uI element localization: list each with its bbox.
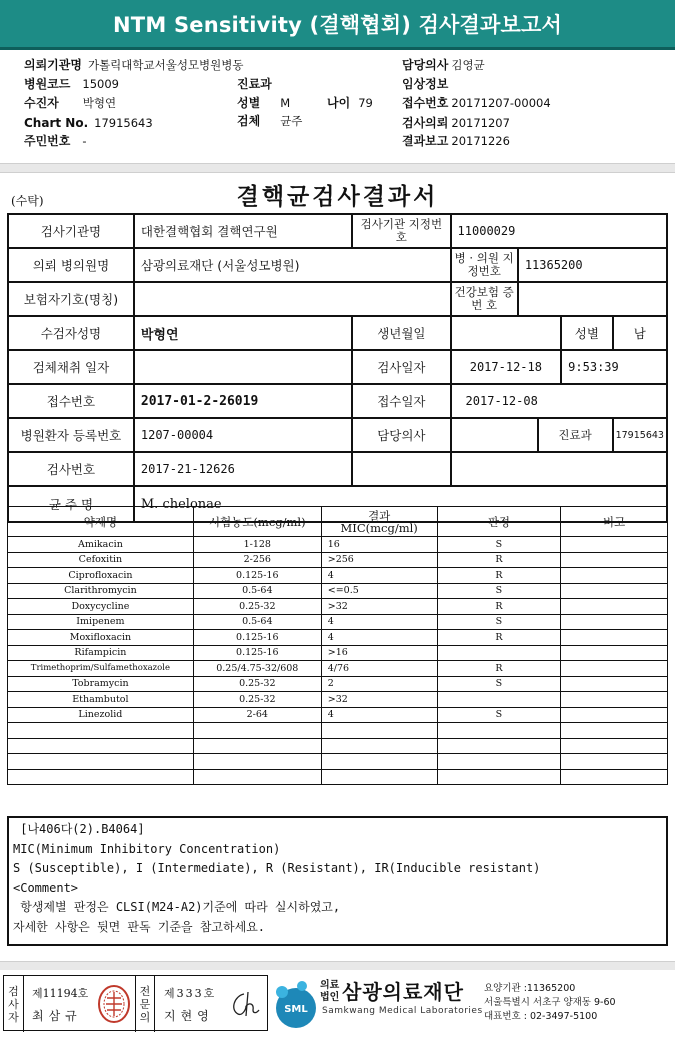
test-date-value: 2017-12-18 xyxy=(451,350,562,384)
drug-cell-drug xyxy=(8,723,194,739)
drug-row xyxy=(8,769,668,785)
document-title: 결핵균검사결과서 xyxy=(236,183,439,210)
header-specimen: 검체 균주 xyxy=(237,114,303,128)
drug-row xyxy=(8,661,668,677)
drug-row xyxy=(8,614,668,630)
specialist-label: 전 문 의 xyxy=(135,976,155,1032)
attending-doctor-value xyxy=(451,418,538,452)
insurance-value xyxy=(134,282,451,316)
drug-cell-conc: 0.5-64 xyxy=(193,614,321,630)
drug-cell-note xyxy=(561,645,668,661)
org-address: 서울특별시 서초구 양재동 9-60 xyxy=(484,997,616,1008)
tester-license-no: 제11194호 xyxy=(32,987,89,1000)
drug-cell-judge xyxy=(437,723,561,739)
department-label: 진료과 xyxy=(538,418,613,452)
specimen-info-table xyxy=(7,213,668,523)
comment-box xyxy=(7,816,668,946)
drug-cell-note xyxy=(561,738,668,754)
drug-cell-drug: Clarithromycin xyxy=(8,583,194,599)
header-request-date: 검사의뢰 20171207 xyxy=(402,116,510,130)
drug-cell-conc: 2-256 xyxy=(193,552,321,568)
drug-row xyxy=(8,723,668,739)
drug-row xyxy=(8,738,668,754)
birth-date-value xyxy=(451,316,562,350)
comment-line: 항생제별 판정은 CLSI(M24-A2)기준에 따라 실시하였고, xyxy=(13,900,341,914)
drug-row xyxy=(8,754,668,770)
drug-cell-judge: S xyxy=(437,583,561,599)
drug-cell-mic xyxy=(321,723,437,739)
test-org-label: 검사기관명 xyxy=(8,214,134,248)
drug-cell-drug: Ciprofloxacin xyxy=(8,568,194,584)
drug-cell-conc xyxy=(193,754,321,770)
drug-cell-drug: Moxifloxacin xyxy=(8,630,194,646)
org-code-value: 11000029 xyxy=(451,214,667,248)
drug-cell-drug: Trimethoprim/Sulfamethoxazole xyxy=(8,661,194,677)
department-value: 17915643 xyxy=(613,418,667,452)
test-date-label: 검사일자 xyxy=(352,350,450,384)
drug-row xyxy=(8,537,668,553)
strain-name-label: 균 주 명 xyxy=(8,486,134,522)
drug-cell-drug: Cefoxitin xyxy=(8,552,194,568)
drug-cell-drug xyxy=(8,769,194,785)
drug-cell-conc xyxy=(193,738,321,754)
header-hospital-code: 병원코드 15009 xyxy=(24,77,119,91)
mic-header-bottom: MIC(mcg/ml) xyxy=(340,520,418,535)
sex-label: 성별 xyxy=(561,316,612,350)
drug-cell-conc: 0.125-16 xyxy=(193,630,321,646)
drug-cell-note xyxy=(561,676,668,692)
drug-cell-judge: R xyxy=(437,568,561,584)
handwritten-signature-icon xyxy=(226,986,262,1022)
comment-line: S (Susceptible), I (Intermediate), R (Resistant), IR(Inducible resistant) xyxy=(13,861,541,875)
drug-cell-judge xyxy=(437,692,561,708)
receipt-date-label: 접수일자 xyxy=(352,384,450,418)
drug-cell-mic: 4 xyxy=(321,568,437,584)
insurance-label: 보험자기호(명칭) xyxy=(8,282,134,316)
hospital-code-value: 11365200 xyxy=(518,248,667,282)
drug-cell-conc: 0.25-32 xyxy=(193,676,321,692)
req-hospital-value: 삼광의료재단 (서울성모병원) xyxy=(134,248,451,282)
test-no-value: 2017-21-12626 xyxy=(134,452,352,486)
drug-cell-drug: Rifampicin xyxy=(8,645,194,661)
drug-cell-note xyxy=(561,630,668,646)
drug-header: 약제명 xyxy=(8,507,194,537)
drug-cell-conc xyxy=(193,769,321,785)
drug-row xyxy=(8,707,668,723)
drug-cell-note xyxy=(561,692,668,708)
official-seal-icon xyxy=(97,984,131,1024)
drug-row xyxy=(8,583,668,599)
org-contact-info xyxy=(484,982,616,1024)
drug-cell-note xyxy=(561,661,668,677)
drug-row xyxy=(8,630,668,646)
drug-cell-judge xyxy=(437,645,561,661)
drug-row xyxy=(8,599,668,615)
drug-cell-judge xyxy=(437,738,561,754)
drug-cell-mic: >256 xyxy=(321,552,437,568)
drug-cell-drug xyxy=(8,738,194,754)
drug-cell-drug xyxy=(8,754,194,770)
comment-line: 자세한 사항은 뒷면 판독 기준을 참고하세요. xyxy=(13,919,266,934)
drug-cell-mic: <=0.5 xyxy=(321,583,437,599)
drug-cell-mic: 4 xyxy=(321,630,437,646)
drug-cell-judge xyxy=(437,769,561,785)
mic-header-top: 결과 xyxy=(368,508,391,523)
drug-cell-judge xyxy=(437,754,561,770)
report-banner-title: NTM Sensitivity (결핵협회) 검사결과보고서 xyxy=(0,0,675,50)
attending-doctor-label: 담당의사 xyxy=(352,418,450,452)
drug-cell-conc: 0.25-32 xyxy=(193,692,321,708)
drug-row xyxy=(8,676,668,692)
drug-row xyxy=(8,645,668,661)
drug-cell-drug: Tobramycin xyxy=(8,676,194,692)
drug-cell-conc: 0.125-16 xyxy=(193,568,321,584)
hospital-code-label: 병 · 의원 지정번호 xyxy=(451,248,518,282)
header-patient: 수진자 박형연 xyxy=(24,96,117,110)
drug-cell-note xyxy=(561,707,668,723)
drug-cell-note xyxy=(561,552,668,568)
drug-cell-mic: >32 xyxy=(321,599,437,615)
org-name: 삼광의료재단 xyxy=(342,980,464,1004)
drug-cell-mic xyxy=(321,738,437,754)
drug-row xyxy=(8,552,668,568)
org-prefix-top: 의료 xyxy=(320,980,340,991)
drug-cell-note xyxy=(561,614,668,630)
header-clinical: 임상정보 xyxy=(402,77,449,91)
header-sex: 성별 M xyxy=(237,96,291,110)
drug-cell-note xyxy=(561,568,668,584)
comment-line: <Comment> xyxy=(13,880,79,895)
drug-cell-note xyxy=(561,583,668,599)
note-header: 비고 xyxy=(561,507,668,537)
drug-cell-drug: Imipenem xyxy=(8,614,194,630)
comment-line: MIC(Minimum Inhibitory Concentration) xyxy=(13,841,281,856)
header-doctor: 담당의사 김영균 xyxy=(402,58,485,72)
birth-date-label: 생년월일 xyxy=(352,316,450,350)
header-receipt-no: 접수번호 20171207-00004 xyxy=(402,96,551,110)
drug-cell-conc: 0.25/4.75-32/608 xyxy=(193,661,321,677)
header-chart-no: Chart No. 17915643 xyxy=(24,116,153,130)
drug-cell-mic: 4 xyxy=(321,614,437,630)
drug-cell-drug: Doxycycline xyxy=(8,599,194,615)
drug-cell-drug: Ethambutol xyxy=(8,692,194,708)
drug-cell-judge: S xyxy=(437,614,561,630)
drug-cell-mic: >16 xyxy=(321,645,437,661)
drug-cell-judge: R xyxy=(437,630,561,646)
test-org-value: 대한결핵협회 결핵연구원 xyxy=(134,214,352,248)
drug-cell-drug: Amikacin xyxy=(8,537,194,553)
drug-cell-conc: 2-64 xyxy=(193,707,321,723)
drug-row xyxy=(8,692,668,708)
health-insurance-value xyxy=(518,282,667,316)
specialist-name: 지현영 xyxy=(164,1009,214,1023)
drug-cell-conc: 0.25-32 xyxy=(193,599,321,615)
drug-cell-mic xyxy=(321,754,437,770)
section-divider xyxy=(0,163,675,173)
org-code-label: 검사기관 지정번호 xyxy=(352,214,450,248)
drug-cell-conc: 0.125-16 xyxy=(193,645,321,661)
org-prefix xyxy=(320,980,339,1004)
drug-cell-judge: R xyxy=(437,599,561,615)
footer-divider xyxy=(0,961,675,970)
drug-cell-mic: 4/76 xyxy=(321,661,437,677)
drug-cell-note xyxy=(561,599,668,615)
logo-mark-text: SML xyxy=(284,1004,308,1015)
test-no-label: 검사번호 xyxy=(8,452,134,486)
drug-cell-mic: 4 xyxy=(321,707,437,723)
header-dept: 진료과 xyxy=(237,77,272,91)
receipt-no-value: 2017-01-2-26019 xyxy=(134,384,352,418)
drug-cell-mic: 2 xyxy=(321,676,437,692)
header-resident-no: 주민번호 - xyxy=(24,134,87,148)
drug-cell-note xyxy=(561,769,668,785)
drug-sensitivity-table xyxy=(7,506,668,785)
header-institution: 의뢰기관명 가톨릭대학교서울성모병원병동 xyxy=(24,58,244,72)
drug-cell-note xyxy=(561,537,668,553)
comment-line: [나406다(2).B4064] xyxy=(13,822,145,836)
org-name-en: Samkwang Medical Laboratories xyxy=(322,1006,483,1016)
specialist-license-no: 제333호 xyxy=(164,987,217,1000)
consignment-label: (수탁) xyxy=(11,194,44,208)
drug-cell-note xyxy=(561,754,668,770)
tester-label: 검 사 자 xyxy=(4,976,24,1032)
receipt-no-label: 접수번호 xyxy=(8,384,134,418)
test-time-value: 9:53:39 xyxy=(561,350,667,384)
header-age: 나이 79 xyxy=(327,96,373,110)
drug-cell-drug: Linezolid xyxy=(8,707,194,723)
patient-name-value: 박형연 xyxy=(134,316,352,350)
drug-cell-judge: S xyxy=(437,537,561,553)
registration-no-value: 1207-00004 xyxy=(134,418,352,452)
collect-date-value xyxy=(134,350,352,384)
patient-name-label: 수검자성명 xyxy=(8,316,134,350)
tester-name: 최삼규 xyxy=(32,1009,82,1023)
health-insurance-label: 건강보험 증 번 호 xyxy=(451,282,518,316)
drug-row xyxy=(8,568,668,584)
header-report-date: 결과보고 20171226 xyxy=(402,134,510,148)
strain-name-value: M. chelonae xyxy=(134,486,667,522)
org-prefix-bottom: 법인 xyxy=(320,992,340,1003)
drug-cell-note xyxy=(561,723,668,739)
drug-cell-judge: S xyxy=(437,707,561,723)
mic-header xyxy=(321,507,437,537)
judgement-header: 판정 xyxy=(437,507,561,537)
drug-cell-judge: S xyxy=(437,676,561,692)
req-hospital-label: 의뢰 병의원명 xyxy=(8,248,134,282)
signature-box xyxy=(3,975,268,1031)
drug-cell-mic: >32 xyxy=(321,692,437,708)
receipt-date-value: 2017-12-08 xyxy=(451,384,667,418)
collect-date-label: 검체채취 일자 xyxy=(8,350,134,384)
org-code: 요양기관 :11365200 xyxy=(484,983,576,994)
drug-cell-mic xyxy=(321,769,437,785)
concentration-header: 시험농도(mcg/ml) xyxy=(193,507,321,537)
drug-cell-judge: R xyxy=(437,661,561,677)
org-phone: 대표번호 : 02-3497-5100 xyxy=(484,1011,598,1022)
sml-logo-icon xyxy=(272,978,320,1030)
drug-cell-conc xyxy=(193,723,321,739)
registration-no-label: 병원환자 등록번호 xyxy=(8,418,134,452)
drug-cell-mic: 16 xyxy=(321,537,437,553)
drug-cell-judge: R xyxy=(437,552,561,568)
drug-cell-conc: 1-128 xyxy=(193,537,321,553)
drug-cell-conc: 0.5-64 xyxy=(193,583,321,599)
sex-value: 남 xyxy=(613,316,667,350)
